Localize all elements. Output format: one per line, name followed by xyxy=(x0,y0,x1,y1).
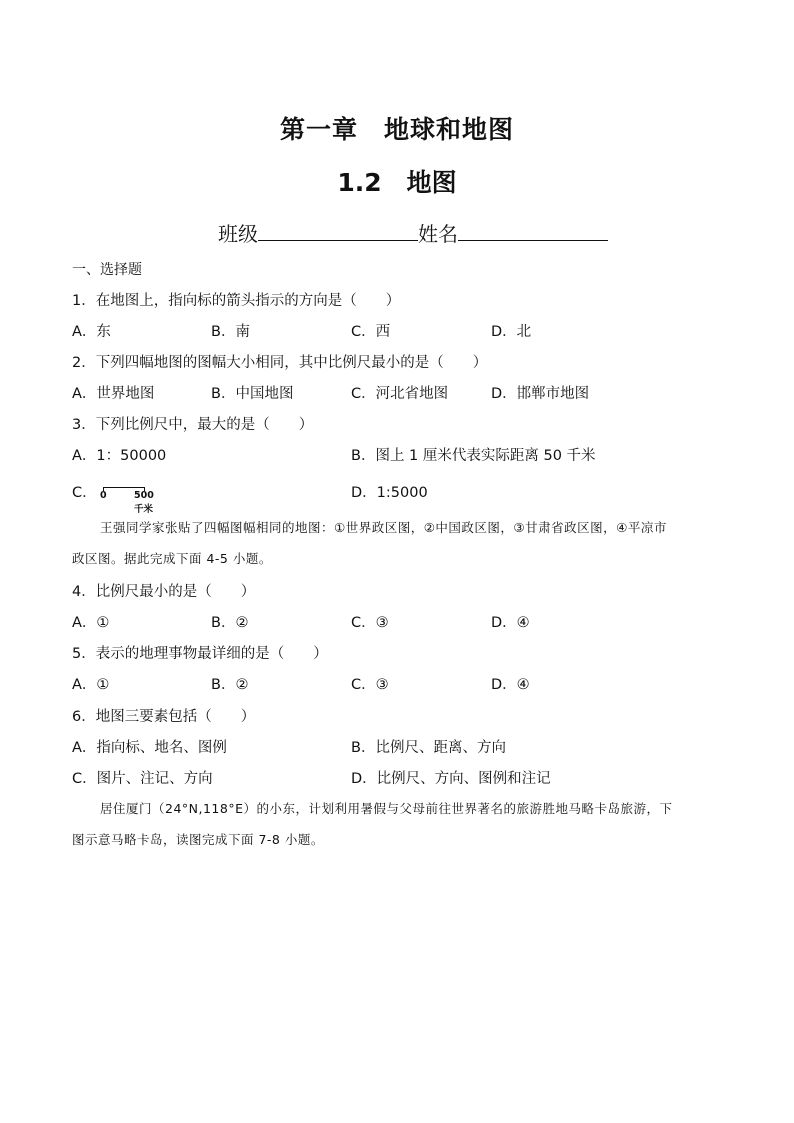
q3-option-a: A．1：50000 xyxy=(72,448,167,464)
scale-bar-right-label: 500千米 xyxy=(134,490,154,515)
question-4: 4．比例尺最小的是（ ） xyxy=(72,584,256,600)
scale-bar-figure xyxy=(100,485,154,515)
name-label: 姓名 xyxy=(418,222,458,246)
q2-option-c: C．河北省地图 xyxy=(351,386,449,402)
q6-option-c: C．图片、注记、方向 xyxy=(72,771,213,787)
question-1: 1．在地图上，指向标的箭头指示的方向是（ ） xyxy=(72,293,401,309)
class-label: 班级 xyxy=(218,222,258,246)
passage-2-line-1: 居住厦门（24°N,118°E）的小东，计划利用暑假与父母前往世界著名的旅游胜地马略卡岛旅游，下 xyxy=(100,801,673,816)
passage-1-line-1: 王强同学家张贴了四幅图幅相同的地图：①世界政区图，②中国政区图，③甘肃省政区图，④平凉市 xyxy=(100,520,667,535)
q5-option-b: B．② xyxy=(211,677,249,693)
section-title: 1.2 地图 xyxy=(337,168,457,197)
scale-bar-left-label: 0 xyxy=(100,490,107,501)
q5-option-d: D．④ xyxy=(491,677,530,693)
q3-option-c: C． xyxy=(72,485,97,501)
class-blank[interactable] xyxy=(258,220,418,241)
question-6: 6．地图三要素包括（ ） xyxy=(72,709,256,725)
question-5: 5．表示的地理事物最详细的是（ ） xyxy=(72,646,328,662)
q6-option-d: D．比例尺、方向、图例和注记 xyxy=(351,771,551,787)
q4-option-c: C．③ xyxy=(351,615,389,631)
question-2: 2．下列四幅地图的图幅大小相同，其中比例尺最小的是（ ） xyxy=(72,355,488,371)
q6-option-b: B．比例尺、距离、方向 xyxy=(351,740,506,756)
q1-option-c: C．西 xyxy=(351,324,391,340)
q6-option-a: A．指向标、地名、图例 xyxy=(72,740,227,756)
passage-2-line-2: 图示意马略卡岛，读图完成下面 7-8 小题。 xyxy=(72,832,324,847)
section-heading: 一、选择题 xyxy=(72,262,142,278)
q4-option-b: B．② xyxy=(211,615,249,631)
passage-1-line-2: 政区图。据此完成下面 4-5 小题。 xyxy=(72,551,272,566)
q2-option-a: A．世界地图 xyxy=(72,386,155,402)
q1-option-a: A．东 xyxy=(72,324,111,340)
q2-option-d: D．邯郸市地图 xyxy=(491,386,590,402)
q5-option-c: C．③ xyxy=(351,677,389,693)
chapter-title: 第一章 地球和地图 xyxy=(279,115,514,144)
q3-option-d: D．1:5000 xyxy=(351,485,428,501)
name-blank[interactable] xyxy=(458,220,608,241)
q1-option-d: D．北 xyxy=(491,324,532,340)
q3-option-b: B．图上 1 厘米代表实际距离 50 千米 xyxy=(351,448,596,464)
q4-option-a: A．① xyxy=(72,615,110,631)
q2-option-b: B．中国地图 xyxy=(211,386,294,402)
q1-option-b: B．南 xyxy=(211,324,250,340)
question-3: 3．下列比例尺中，最大的是（ ） xyxy=(72,417,314,433)
class-name-line xyxy=(218,218,608,247)
q5-option-a: A．① xyxy=(72,677,110,693)
q4-option-d: D．④ xyxy=(491,615,530,631)
